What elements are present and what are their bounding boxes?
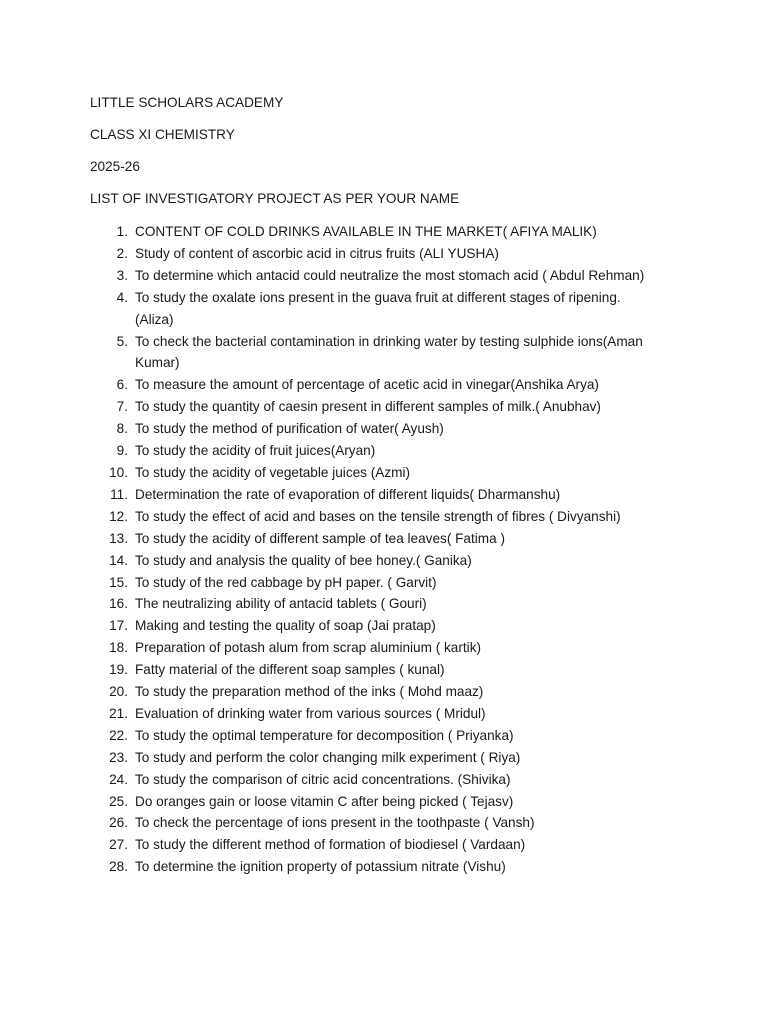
list-item [0,374,768,396]
list-item-text: Do oranges gain or loose vitamin C after being picked ( Tejasv) [135,793,514,809]
list-item [0,681,768,703]
list-item-number: 9. [116,443,128,459]
list-item [0,550,768,572]
list-title: LIST OF INVESTIGATORY PROJECT AS PER YOUR NAME [90,191,460,206]
list-item-number: 26. [109,815,128,831]
list-item-number: 16. [109,596,128,612]
list-item-number: 25. [109,793,128,809]
list-item-text: To study and perform the color changing milk experiment ( Riya) [135,749,521,765]
list-item-text: Study of content of ascorbic acid in citrus fruits (ALI YUSHA) [135,245,499,261]
list-item [0,856,768,878]
list-item-number: 3. [116,267,128,283]
list-item-text: To study the acidity of vegetable juices (Azmi) [135,464,411,480]
list-item-number: 8. [116,421,128,437]
list-item-number: 19. [109,662,128,678]
list-item-text: To check the percentage of ions present in the toothpaste ( Vansh) [135,815,535,831]
list-item-text: The neutralizing ability of antacid tablets ( Gouri) [135,596,427,612]
list-item-number: 28. [109,859,128,875]
list-item-text: To study and analysis the quality of bee honey.( Ganika) [135,552,472,568]
school-name: LITTLE SCHOLARS ACADEMY [90,95,284,110]
list-item [0,221,768,243]
list-item-number: 22. [109,727,128,743]
list-item [0,506,768,528]
list-item-number: 18. [109,640,128,656]
list-item-number: 27. [109,837,128,853]
list-item-number: 7. [116,399,128,415]
list-item-text: To determine the ignition property of potassium nitrate (Vishu) [135,859,506,875]
list-item-text: To determine which antacid could neutralize the most stomach acid ( Abdul Rehman) [135,267,645,283]
class-subject: CLASS XI CHEMISTRY [90,127,235,142]
list-item-number: 6. [116,377,128,393]
list-item [0,331,768,375]
list-item [0,659,768,681]
session-year: 2025-26 [90,159,140,174]
list-item-number: 4. [116,289,128,305]
list-item [0,725,768,747]
list-item-text: Fatty material of the different soap samples ( kunal) [135,662,445,678]
list-item-number: 1. [116,224,128,239]
list-item-text: To study the quantity of caesin present in different samples of milk.( Anubhav) [135,399,601,415]
list-item-number: 12. [109,508,128,524]
list-item-text: To check the bacterial contamination in drinking water by testing sulphide ions(Aman Kumar) [135,333,643,371]
list-item-text: Evaluation of drinking water from various sources ( Mridul) [135,705,486,721]
list-item-text: To study the acidity of fruit juices(Aryan) [135,443,376,459]
list-item-number: 5. [116,333,128,349]
list-item-number: 14. [109,552,128,568]
list-item [0,593,768,615]
project-list [0,221,768,878]
list-item [0,747,768,769]
list-item [0,528,768,550]
list-item-text: To study of the red cabbage by pH paper. ( Garvit) [135,574,437,590]
list-item [0,396,768,418]
list-item-number: 23. [109,749,128,765]
list-item-text: To study the comparison of citric acid concentrations. (Shivika) [135,771,511,787]
list-item [0,418,768,440]
list-item [0,637,768,659]
list-item [0,834,768,856]
list-item [0,812,768,834]
list-item [0,462,768,484]
list-item-number: 21. [109,705,128,721]
list-item-number: 2. [116,245,128,261]
list-item [0,484,768,506]
list-item-number: 20. [109,684,128,700]
list-item-text: To study the preparation method of the inks ( Mohd maaz) [135,684,484,700]
list-item-number: 13. [109,530,128,546]
list-item [0,265,768,287]
list-item-number: 24. [109,771,128,787]
list-item-number: 15. [109,574,128,590]
list-item-text: To study the oxalate ions present in the guava fruit at different stages of ripening.(Aliza) [135,289,621,327]
list-item-text: CONTENT OF COLD DRINKS AVAILABLE IN THE MARKET( AFIYA MALIK) [135,224,597,239]
list-item [0,791,768,813]
list-item-text: To study the acidity of different sample of tea leaves( Fatima ) [135,530,505,546]
list-item [0,615,768,637]
list-item [0,572,768,594]
list-item [0,243,768,265]
list-item [0,287,768,331]
list-item-text: Determination the rate of evaporation of different liquids( Dharmanshu) [135,486,561,502]
list-item [0,703,768,725]
list-item-text: To measure the amount of percentage of acetic acid in vinegar(Anshika Arya) [135,377,599,393]
list-item-text: To study the effect of acid and bases on the tensile strength of fibres ( Divyanshi) [135,508,621,524]
list-item-number: 10. [109,464,128,480]
list-item-text: To study the different method of formation of biodiesel ( Vardaan) [135,837,526,853]
list-item-text: Preparation of potash alum from scrap aluminium ( kartik) [135,640,482,656]
list-item [0,769,768,791]
list-item-number: 11. [110,486,128,502]
list-item [0,440,768,462]
list-item-number: 17. [109,618,128,634]
list-item-text: To study the optimal temperature for decomposition ( Priyanka) [135,727,514,743]
list-item-text: Making and testing the quality of soap (Jai pratap) [135,618,436,634]
list-item-text: To study the method of purification of water( Ayush) [135,421,444,437]
